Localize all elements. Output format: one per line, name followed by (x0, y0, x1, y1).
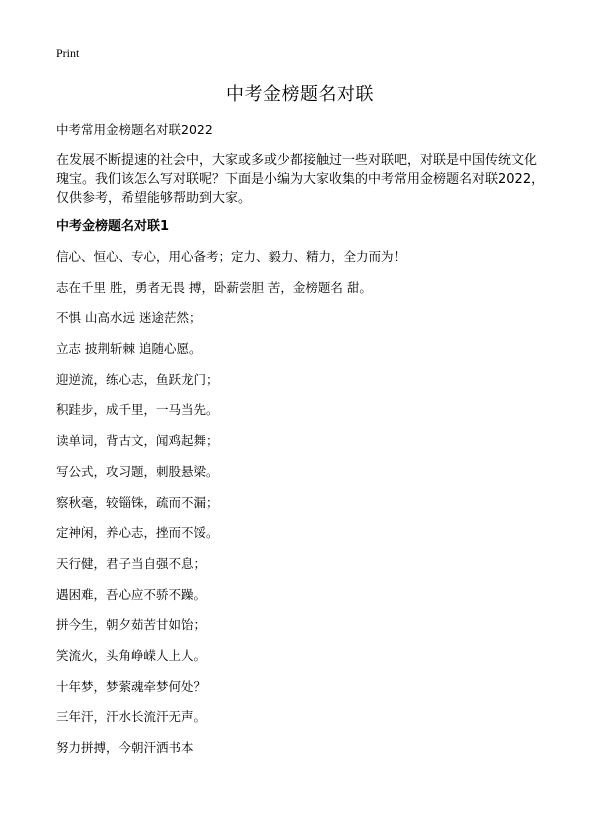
couplet-line: 不惧 山高水远 迷途茫然； (56, 310, 202, 326)
couplet-line: 遇困难，吾心应不骄不躁。 (56, 586, 207, 602)
couplet-list (56, 248, 406, 770)
couplet-line: 迎逆流，练心志，鱼跃龙门； (56, 371, 219, 387)
couplet-line: 积跬步，成千里，一马当先。 (56, 402, 219, 418)
couplet-line: 笑流火，头角峥嵘人上人。 (56, 647, 207, 663)
couplet-line: 努力拼搏，今朝汗洒书本 (56, 740, 194, 755)
section-heading: 中考金榜题名对联1 (56, 219, 170, 234)
print-link[interactable]: Print (56, 46, 80, 60)
couplet-line: 立志 披荆斩棘 追随心愿。 (56, 341, 202, 357)
couplet-line: 信心、恒心、专心，用心备考；定力、毅力、精力，全力而为！ (56, 249, 407, 264)
couplet-line: 写公式，攻习题，刺股悬梁。 (56, 463, 219, 479)
couplet-line: 三年汗，汗水长流汗无声。 (56, 709, 207, 725)
couplet-line: 志在千里 胜，勇者无畏 搏，卧薪尝胆 苦，金榜题名 甜。 (56, 279, 372, 295)
couplet-line: 定神闲，养心志，挫而不馁。 (56, 525, 219, 541)
document-subtitle: 中考常用金榜题名对联2022 (56, 122, 213, 137)
couplet-line: 拼今生，朝夕茹苦甘如饴； (56, 617, 207, 633)
couplet-line: 读单词，背古文，闻鸡起舞； (56, 433, 219, 449)
couplet-line: 天行健，君子当自强不息； (56, 555, 207, 571)
couplet-line: 察秋毫，较锱铢，疏而不漏； (56, 494, 219, 510)
couplet-line: 十年梦，梦萦魂牵梦何处？ (56, 678, 207, 694)
page-title: 中考金榜题名对联 (226, 84, 374, 105)
intro-paragraph: 在发展不断提速的社会中，大家或多或少都接触过一些对联吧，对联是中国传统文化瑰宝。我们该怎么写对联呢？下面是小编为大家收集的中考常用金榜题名对联2022，仅供参考，希望能够帮助到大家。 (56, 153, 545, 206)
